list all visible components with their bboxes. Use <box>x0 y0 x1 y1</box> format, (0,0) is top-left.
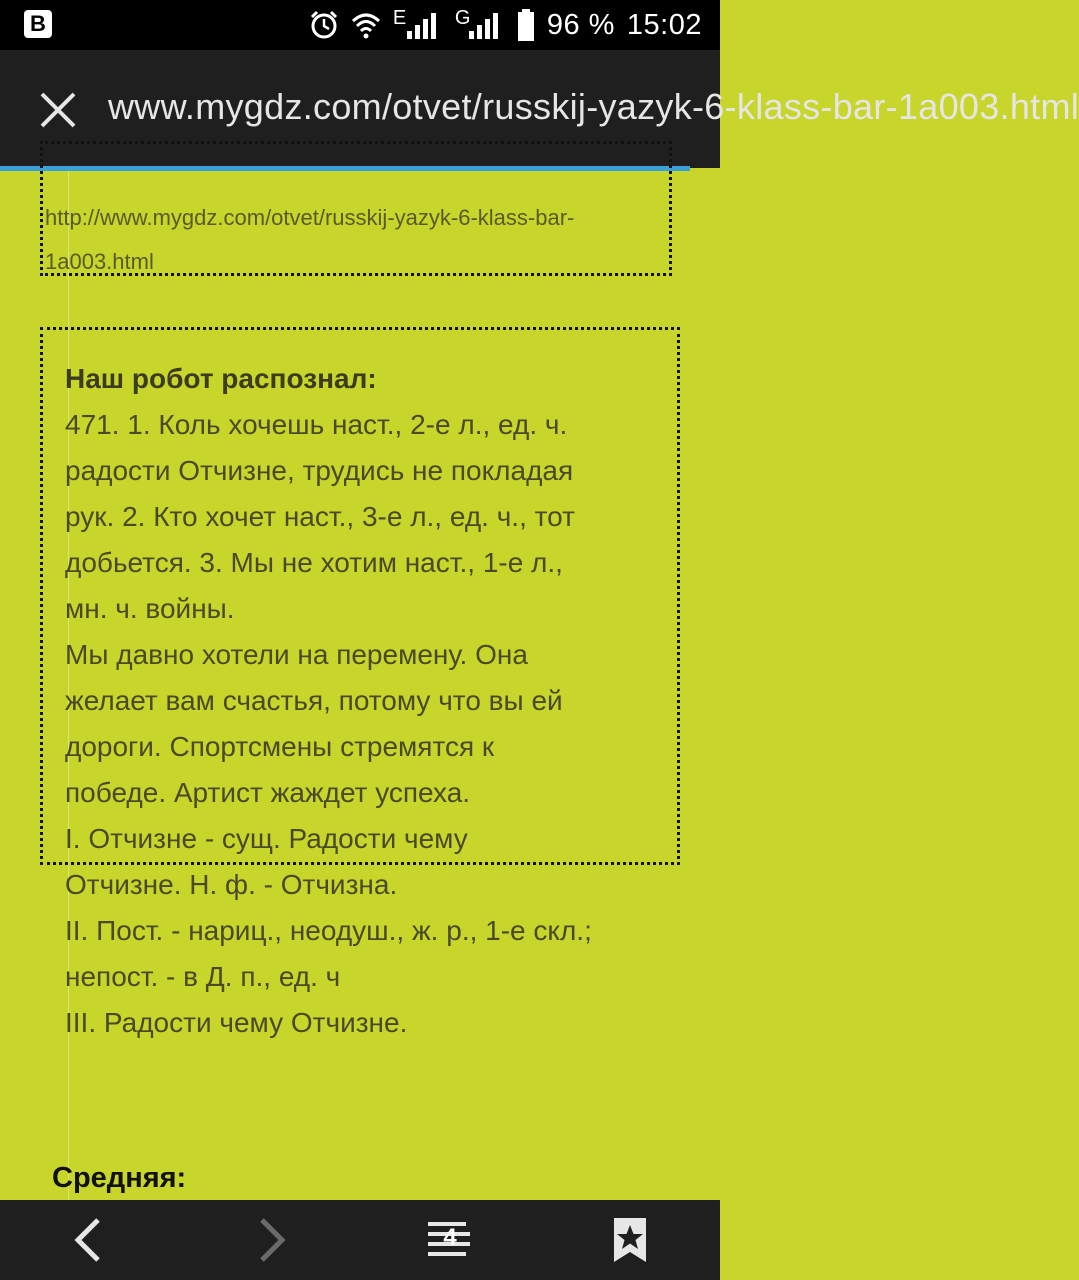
signal-g-icon: G <box>455 9 505 41</box>
recognized-text-box <box>40 327 680 1038</box>
clock: 15:02 <box>626 8 702 41</box>
web-page <box>0 171 720 1200</box>
recognized-line: дороги. Спортсмены стремятся к <box>65 731 495 762</box>
tabs-button[interactable] <box>426 1216 474 1264</box>
recognized-line: Отчизне. Н. ф. - Отчизна. <box>65 869 398 900</box>
recognized-line: добьется. 3. Мы не хотим наст., 1-е л., <box>65 547 563 578</box>
recognized-line: III. Радости чему Отчизне. <box>65 1007 408 1038</box>
forward-arrow-icon[interactable] <box>246 1216 294 1264</box>
signal-e-icon: E <box>393 9 443 41</box>
app-notification-icon: B <box>24 10 52 38</box>
close-icon[interactable] <box>38 90 78 130</box>
wifi-icon <box>351 11 381 39</box>
recognized-line: желает вам счастья, потому что вы ей <box>65 685 563 716</box>
url-field[interactable]: www.mygdz.com/otvet/russkij-yazyk-6-klass-bar-1a003.html <box>108 86 1079 127</box>
back-arrow-icon[interactable] <box>66 1216 114 1264</box>
browser-bottom-bar <box>0 1200 720 1280</box>
recognized-line: непост. - в Д. п., ед. ч <box>65 961 341 992</box>
recognized-line: I. Отчизне - сущ. Радости чему <box>65 823 468 854</box>
tabs-count: 4 <box>443 1224 457 1251</box>
section-title: Средняя: <box>52 1162 187 1194</box>
battery-percent: 96 % <box>546 8 615 41</box>
recognized-line: II. Пост. - нариц., неодуш., ж. р., 1-е скл.; <box>65 915 592 946</box>
bookmark-star-icon[interactable] <box>606 1216 654 1264</box>
battery-icon <box>517 9 535 41</box>
source-link[interactable]: http://www.mygdz.com/otvet/russkij-yazyk-6-klass-bar-1a003.html <box>45 205 575 274</box>
recognized-line: радости Отчизне, трудись не покладая <box>65 455 574 486</box>
recognized-line: мн. ч. войны. <box>65 593 235 624</box>
status-icons <box>309 8 702 42</box>
recognized-line: победе. Артист жаждет успеха. <box>65 777 471 808</box>
status-bar <box>0 0 720 50</box>
alarm-icon <box>309 10 339 40</box>
recognized-line: Мы давно хотели на перемену. Она <box>65 639 528 670</box>
recognized-title: Наш робот распознал: <box>65 363 377 394</box>
recognized-line: рук. 2. Кто хочет наст., 3-е л., ед. ч., тот <box>65 501 575 532</box>
source-box <box>40 141 672 276</box>
recognized-line: 471. 1. Коль хочешь наст., 2-е л., ед. ч. <box>65 409 568 440</box>
